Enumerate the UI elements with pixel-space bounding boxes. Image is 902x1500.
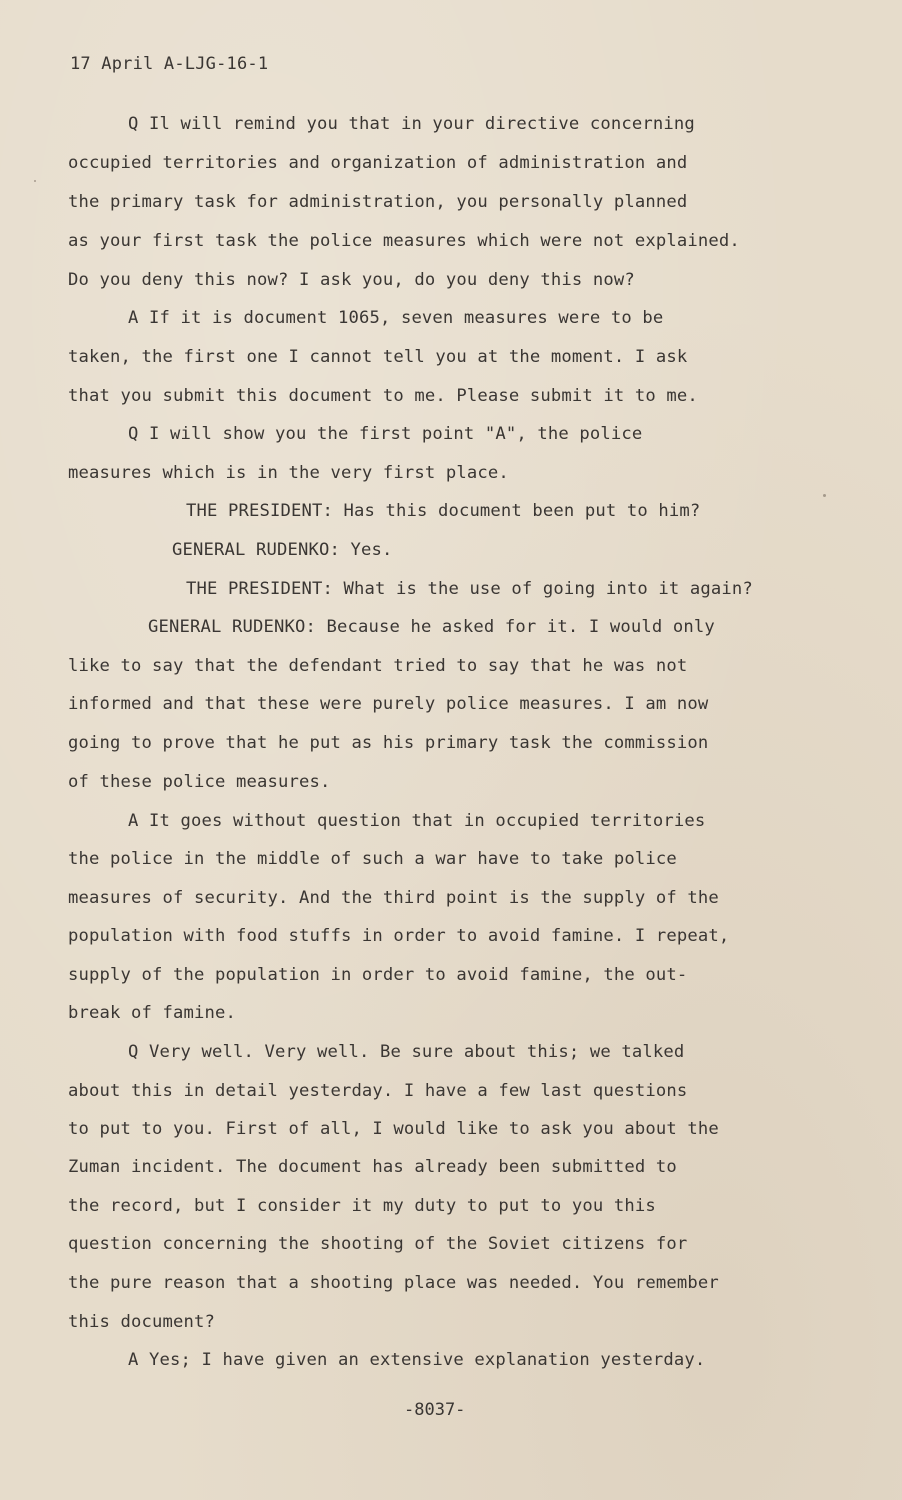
- speaker-line: GENERAL RUDENKO: Yes.: [172, 540, 393, 560]
- text-line: to put to you. First of all, I would like to ask you about the: [68, 1119, 719, 1139]
- text-line: Q I will show you the first point "A", the police: [128, 424, 643, 444]
- text-line: Zuman incident. The document has already been submitted to: [68, 1157, 677, 1177]
- text-line: like to say that the defendant tried to say that he was not: [68, 656, 688, 676]
- speaker-line: GENERAL RUDENKO: Because he asked for it. I would only: [148, 617, 715, 637]
- text-line: the pure reason that a shooting place was needed. You remember: [68, 1273, 719, 1293]
- text-line: question concerning the shooting of the Soviet citizens for: [68, 1234, 688, 1254]
- text-line: measures which is in the very first place.: [68, 463, 509, 483]
- text-line: as your first task the police measures which were not explained.: [68, 231, 740, 251]
- text-line: this document?: [68, 1312, 215, 1332]
- text-line: Q Il will remind you that in your directive concerning: [128, 114, 695, 134]
- text-line: the record, but I consider it my duty to put to you this: [68, 1196, 656, 1216]
- text-line: taken, the first one I cannot tell you at the moment. I ask: [68, 347, 688, 367]
- text-line: going to prove that he put as his primary task the commission: [68, 733, 709, 753]
- text-line: the police in the middle of such a war have to take police: [68, 849, 677, 869]
- text-line: break of famine.: [68, 1003, 236, 1023]
- text-line: measures of security. And the third point is the supply of the: [68, 888, 719, 908]
- text-line: of these police measures.: [68, 772, 331, 792]
- text-line: A It goes without question that in occupied territories: [128, 811, 706, 831]
- text-line: A If it is document 1065, seven measures were to be: [128, 308, 664, 328]
- text-line: supply of the population in order to avoid famine, the out-: [68, 965, 688, 985]
- text-line: occupied territories and organization of administration and: [68, 153, 688, 173]
- text-line: population with food stuffs in order to avoid famine. I repeat,: [68, 926, 730, 946]
- speaker-line: THE PRESIDENT: Has this document been put to him?: [186, 501, 701, 521]
- text-line: informed and that these were purely police measures. I am now: [68, 694, 709, 714]
- text-line: about this in detail yesterday. I have a few last questions: [68, 1081, 688, 1101]
- text-line: the primary task for administration, you personally planned: [68, 192, 688, 212]
- paper-speck: [34, 180, 36, 182]
- text-line: A Yes; I have given an extensive explanation yesterday.: [128, 1350, 706, 1370]
- document-header: 17 April A-LJG-16-1: [70, 54, 269, 74]
- text-line: that you submit this document to me. Please submit it to me.: [68, 386, 698, 406]
- speaker-line: THE PRESIDENT: What is the use of going into it again?: [186, 579, 753, 599]
- text-line: Do you deny this now? I ask you, do you deny this now?: [68, 270, 635, 290]
- text-line: Q Very well. Very well. Be sure about this; we talked: [128, 1042, 685, 1062]
- paper-speck: [823, 494, 826, 497]
- page-number: -8037-: [404, 1400, 466, 1420]
